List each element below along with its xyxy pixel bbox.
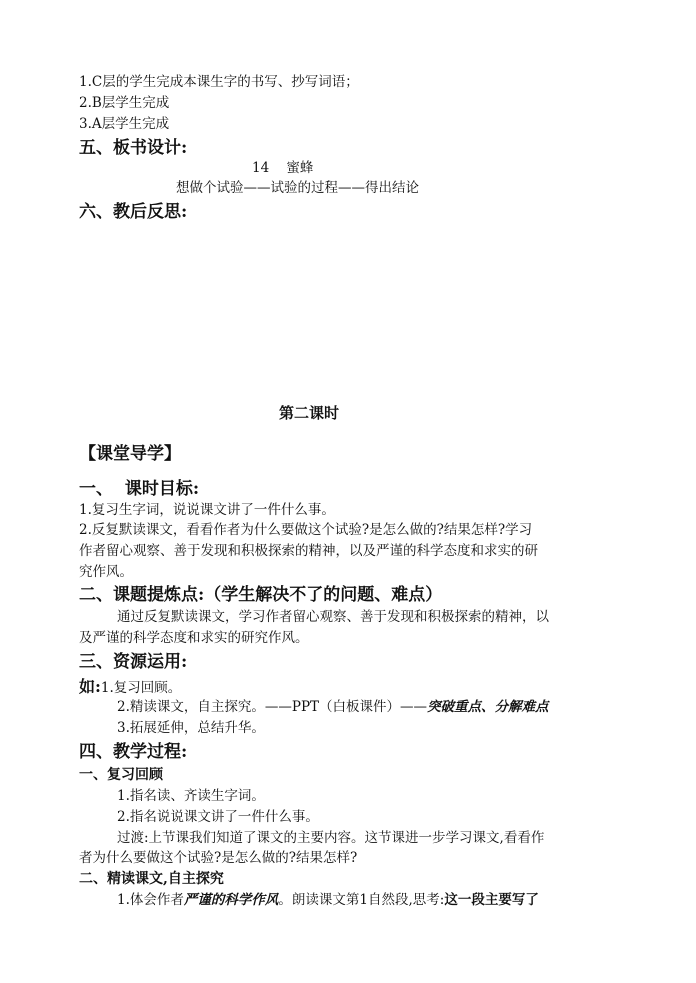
homework-item-c: 1.C层的学生完成本课生字的书写、抄写词语； <box>79 74 359 90</box>
objective-heading: 一、 课时目标: <box>79 479 200 499</box>
transition-line2: 者为什么要做这个试验?是怎么做的?结果怎样? <box>79 850 358 866</box>
resource-item-2-text: 2.精读课文，自主探究。——PPT（白板课件）—— <box>117 699 428 715</box>
focus-heading: 二、课题提炼点:（学生解决不了的问题、难点） <box>79 585 443 605</box>
homework-item-b: 2.B层学生完成 <box>79 95 170 111</box>
step2-heading: 二、精读课文,自主探究 <box>79 871 224 887</box>
focus-line1: 通过反复默读课文，学习作者留心观察、善于发现和积极探索的精神，以 <box>117 609 549 625</box>
resource-item-1-text: 1.复习回顾。 <box>100 680 182 696</box>
resource-item-1 <box>79 675 181 699</box>
board-flow: 想做个试验——试验的过程——得出结论 <box>176 180 419 196</box>
reflection-heading: 六、教后反思: <box>79 202 188 222</box>
objective-2-line2: 作者留心观察、善于发现和积极探索的精神，以及严谨的科学态度和求实的研 <box>79 543 538 559</box>
step1-heading: 一、复习回顾 <box>79 767 163 783</box>
objective-2-line1: 2.反复默读课文，看看作者为什么要做这个试验?是怎么做的?结果怎样?学习 <box>79 522 533 538</box>
lesson-title: 第二课时 <box>279 404 340 422</box>
objective-2-line3: 究作风。 <box>79 564 133 580</box>
step2-item1 <box>117 890 539 910</box>
step2-item1-a: 1.体会作者 <box>117 892 184 908</box>
step2-item1-emphasis: 严谨的科学作风 <box>183 892 279 908</box>
step2-item1-question: 这一段主要写了 <box>444 892 539 908</box>
board-design-heading: 五、板书设计: <box>79 138 188 158</box>
step1-item2: 2.指名说说课文讲了一件什么事。 <box>117 809 319 825</box>
focus-line2: 及严谨的科学态度和求实的研究作风。 <box>79 630 309 646</box>
step2-item1-c: 。朗读课文第1自然段,思考: <box>278 892 445 908</box>
objective-1: 1.复习生字词，说说课文讲了一件什么事。 <box>79 502 335 518</box>
resource-item-2-emphasis: 突破重点、分解难点 <box>427 699 549 715</box>
transition-line1: 过渡:上节课我们知道了课文的主要内容。这节课进一步学习课文,看看作 <box>117 830 545 846</box>
process-heading: 四、教学过程: <box>79 742 188 762</box>
board-title: 14 蜜蜂 <box>252 160 314 176</box>
homework-item-a: 3.A层学生完成 <box>79 116 170 132</box>
resource-prefix: 如: <box>79 677 101 696</box>
resource-item-3: 3.拓展延伸，总结升华。 <box>117 720 265 736</box>
resource-item-2 <box>117 697 549 717</box>
resource-heading: 三、资源运用: <box>79 652 188 672</box>
step1-item1: 1.指名读、齐读生字词。 <box>117 788 265 804</box>
guide-heading: 【课堂导学】 <box>79 444 181 464</box>
